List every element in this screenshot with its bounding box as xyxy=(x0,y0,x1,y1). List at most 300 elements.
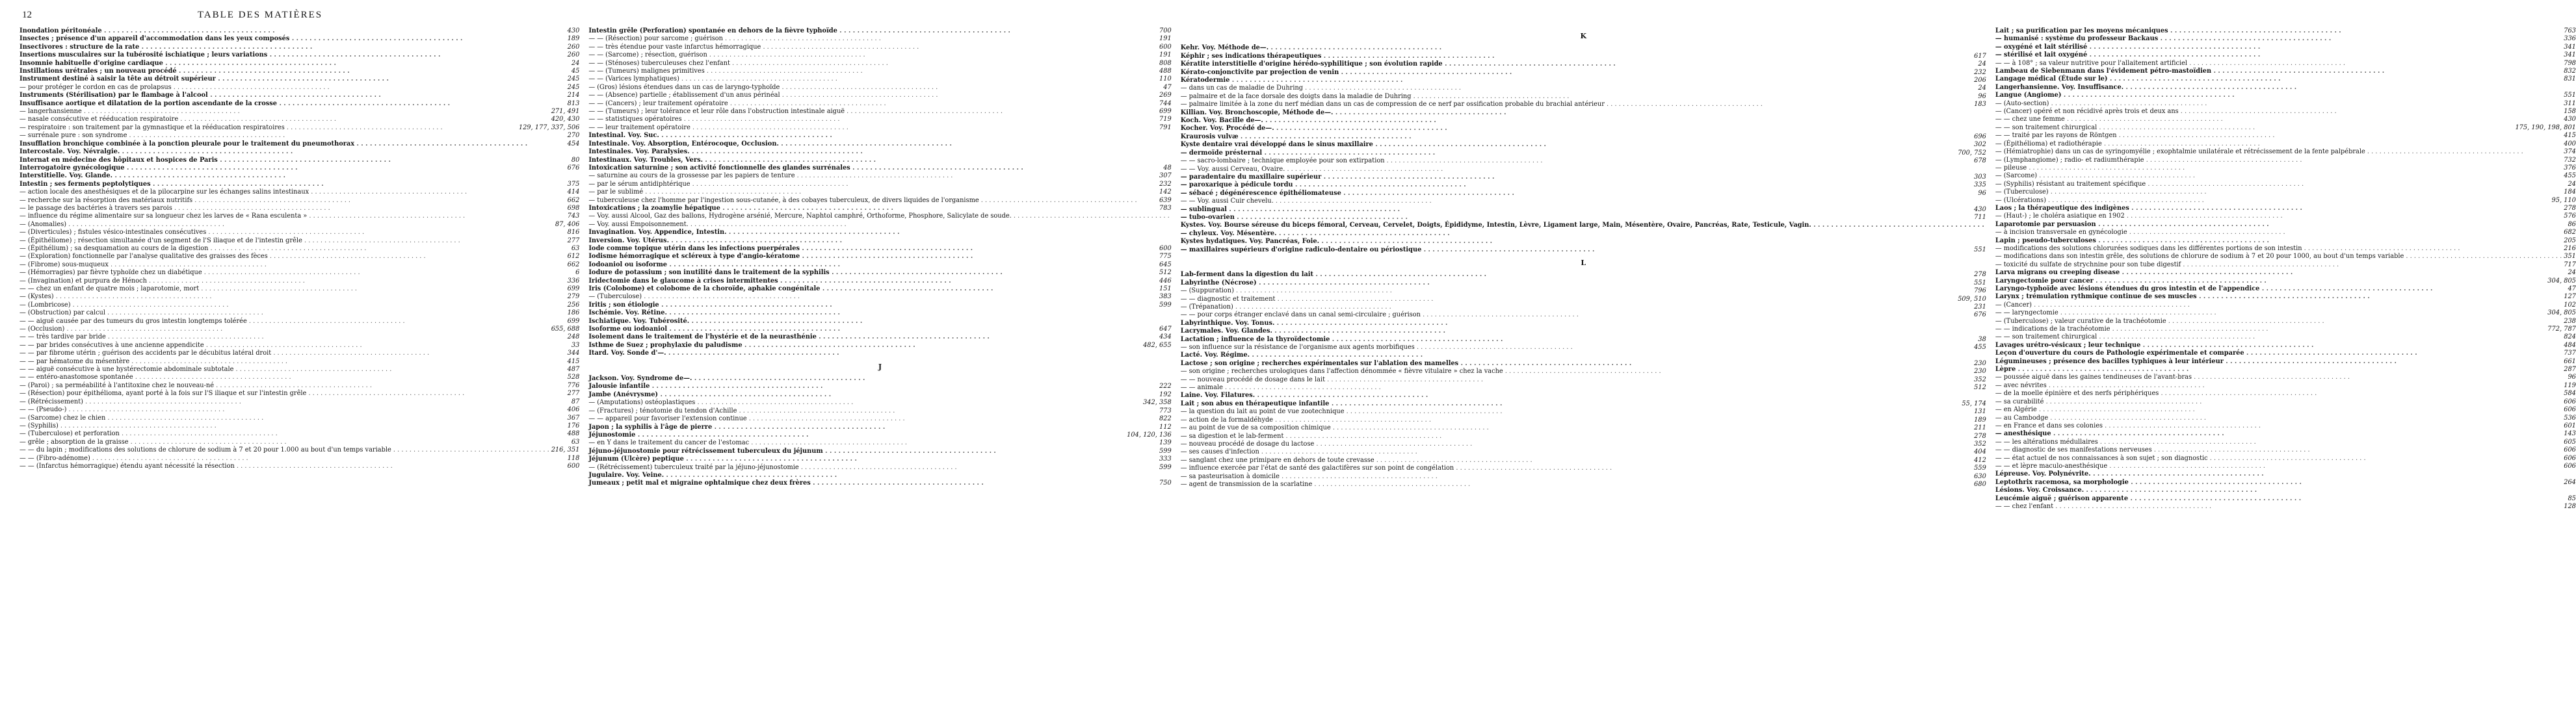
index-entry xyxy=(1995,35,2576,43)
index-entry-page: 717 xyxy=(2564,261,2576,268)
index-entry xyxy=(1995,132,2576,140)
index-entry xyxy=(588,455,1171,463)
index-entry-page: 680 xyxy=(1974,480,1986,488)
index-entry xyxy=(1995,503,2576,511)
index-entry-term: — influence du régime alimentaire sur sa longueur chez les larves de « Rana esculenta » . . . xyxy=(20,212,566,220)
index-entry xyxy=(1995,27,2576,35)
index-entry xyxy=(1995,318,2576,326)
index-entry xyxy=(1995,205,2576,212)
index-entry xyxy=(20,197,579,205)
index-entry-page: 599 xyxy=(1159,463,1172,471)
index-entry-page: 48 xyxy=(1163,164,1172,172)
index-entry-term: — (Anomalies) . . . xyxy=(20,221,553,229)
index-entry-term: Iodoaniol ou isoforme . . . xyxy=(588,261,1157,269)
index-entry-page: 230 xyxy=(1974,359,1986,367)
index-entry-page: 277 xyxy=(567,390,580,398)
index-entry-page: 230 xyxy=(1974,368,1986,376)
index-entry-page: 699 xyxy=(567,317,580,325)
index-entry-term: — (Hémorragies) par fièvre typhoïde chez un diabétique . . . xyxy=(20,269,573,277)
index-entry xyxy=(588,108,1171,116)
index-entry-term: — — sacro-lombaire ; technique employée pour son extirpation . . . xyxy=(1181,157,1972,165)
index-entry-term: — — (Varices lymphatiques) . . . xyxy=(588,75,1157,83)
index-entry xyxy=(20,181,579,188)
index-entry-term: — (Tuberculose) . . . xyxy=(1995,188,2562,196)
index-entry xyxy=(588,261,1171,269)
index-entry-term: Insertions musculaires sur la tubérosité ischiatique ; leurs variations . . . xyxy=(20,51,566,59)
index-entry-term: Lésions. Voy. Croissance. . . . xyxy=(1995,487,2574,494)
index-entry xyxy=(1181,473,1986,481)
index-entry xyxy=(588,309,1171,317)
index-entry xyxy=(588,342,1171,350)
index-entry-page: 336 xyxy=(2564,35,2576,43)
index-entry-term: Kocher. Voy. Procédé de—. . . . xyxy=(1181,125,1984,133)
index-entry xyxy=(1995,398,2576,406)
index-entry xyxy=(20,318,579,326)
index-entry-term: Kraurosis vulvæ . . . xyxy=(1181,133,1972,141)
index-entry xyxy=(1181,173,1986,181)
index-entry xyxy=(20,84,579,92)
index-entry-term: — au Cambodge . . . xyxy=(1995,415,2562,422)
index-entry-term: Killian. Voy. Bronchoscopie, Méthode de—. . . . xyxy=(1181,109,1984,117)
index-entry-term: — — entéro-anastomose spontanée . . . xyxy=(20,374,566,381)
index-entry-term: — modifications des solutions chlorurées sodiques dans les différentes portions de son intestin . . . xyxy=(1995,245,2562,253)
index-entry xyxy=(1181,214,1986,222)
index-entry-page: 279 xyxy=(567,293,580,301)
index-entry-page: 205 xyxy=(2564,236,2576,244)
index-entry-page: 192 xyxy=(1159,390,1172,398)
index-entry xyxy=(1181,109,1986,117)
index-entry xyxy=(20,415,579,422)
index-entry-term: — — (Fibro-adénome) . . . xyxy=(20,455,566,463)
index-entry xyxy=(588,407,1171,415)
index-entry xyxy=(1995,229,2576,236)
index-entry-term: — grêle ; absorption de la graisse . . . xyxy=(20,439,570,446)
index-entry-page: 45 xyxy=(571,68,580,75)
index-entry-page: 711 xyxy=(1974,213,1986,221)
index-entry-page: 112 xyxy=(1159,423,1172,431)
index-entry-term: — (Obstruction) par calcul . . . xyxy=(20,309,566,317)
index-entry-page: 33 xyxy=(571,341,580,349)
index-entry-page: 375 xyxy=(567,180,580,188)
index-entry xyxy=(1181,368,1986,376)
index-entry-page: 86 xyxy=(2568,220,2576,228)
index-entry xyxy=(1181,320,1986,327)
index-entry-page: 110 xyxy=(1159,75,1172,83)
index-entry-page: 808 xyxy=(1159,59,1172,67)
index-entry xyxy=(20,237,579,245)
index-entry xyxy=(1995,197,2576,205)
index-entry xyxy=(20,398,579,406)
index-entry-page: 222 xyxy=(1159,383,1172,390)
index-entry xyxy=(1995,100,2576,108)
index-entry-term: — humanisé : système du professeur Backaus . . . xyxy=(1995,35,2562,43)
index-entry xyxy=(1181,125,1986,133)
index-entry-term: Iris (Colobome) et colobome de la choroïde, aphakie congénitale . . . xyxy=(588,285,1157,293)
index-entry-term: Internat en médecine des hôpitaux et hospices de Paris . . . xyxy=(20,157,570,164)
section-letter: J xyxy=(878,362,882,371)
index-entry-term: — — diagnostic et traitement . . . xyxy=(1181,296,1956,303)
index-entry-page: 303 xyxy=(1974,173,1986,181)
index-entry-term: Japon ; la syphilis à l'âge de pierre . . . xyxy=(588,424,1157,431)
index-entry-page: 47 xyxy=(2568,285,2576,292)
index-entry-term: — (Syphilis) résistant au traitement spécifique . . . xyxy=(1995,181,2566,188)
index-entry-term: — à incision transversale en gynécologie . . . xyxy=(1995,229,2562,236)
index-entry xyxy=(20,116,579,123)
index-entry xyxy=(1995,51,2576,59)
index-entry xyxy=(588,124,1171,132)
index-entry-page: 676 xyxy=(1974,311,1986,319)
index-entry-page: 599 xyxy=(1159,447,1172,455)
index-entry xyxy=(588,375,1171,383)
index-entry xyxy=(1181,336,1986,344)
index-entry-page: 645 xyxy=(1159,261,1172,268)
index-entry-term: — — (Tumeurs) ; leur tolérance et leur rôle dans l'obstruction intestinale aiguë . . . xyxy=(588,108,1157,116)
index-entry-term: Intercostale. Voy. Névralgie. . . . xyxy=(20,148,577,156)
index-entry-term: Ischémie. Voy. Rétine. . . . xyxy=(588,309,1169,317)
index-entry-term: — — et lèpre maculo-anesthésique . . . xyxy=(1995,463,2562,470)
index-entry-term: Laos ; la thérapeutique des indigènes . . . xyxy=(1995,205,2562,212)
index-entry-term: — toxicité du sulfate de strychnine pour son tube digestif . . . xyxy=(1995,261,2562,269)
index-entry-term: — — par brides consécutives à une ancienne appendicite . . . xyxy=(20,342,570,350)
index-entry xyxy=(1995,293,2576,301)
index-entry xyxy=(1995,495,2576,503)
index-entry xyxy=(1181,77,1986,84)
index-entry-page: 430 xyxy=(2564,116,2576,123)
index-entry-page: 376 xyxy=(2564,164,2576,172)
index-entry-page: 455 xyxy=(1974,344,1986,352)
index-entry-term: — (Amputations) ostéoplastiques . . . xyxy=(588,399,1141,407)
index-entry xyxy=(20,390,579,398)
index-entry xyxy=(20,68,579,75)
index-entry-term: — avec névrites . . . xyxy=(1995,382,2562,390)
index-entry xyxy=(1181,133,1986,141)
index-entry-term: Kystes hydatiques. Voy. Pancréas, Foie. . . . xyxy=(1181,238,1984,246)
index-entry-term: — — pour corps étranger enclavé dans un canal semi-circulaire ; guérison . . . xyxy=(1181,311,1972,319)
index-entry xyxy=(588,157,1171,164)
index-entry xyxy=(1181,271,1986,279)
index-entry xyxy=(588,100,1171,108)
index-entry-page: 415 xyxy=(567,357,580,365)
index-entry-page: 661 xyxy=(2564,357,2576,365)
running-head: TABLE DES MATIÈRES xyxy=(197,10,323,20)
index-entry-page: 406 xyxy=(567,406,580,414)
index-entry-term: Ischiatique. Voy. Tubérosité. . . . xyxy=(588,318,1169,326)
index-entry xyxy=(588,60,1171,68)
index-entry-term: — en Algérie . . . xyxy=(1995,406,2562,414)
index-entry xyxy=(1995,309,2576,317)
index-entry-page: 304, 805 xyxy=(2547,309,2576,317)
index-entry-term: — (Kystes) . . . xyxy=(20,293,566,301)
index-entry xyxy=(1181,181,1986,189)
index-entry xyxy=(588,431,1171,439)
index-entry-term: — (Invagination) et purpura de Hénoch . . . xyxy=(20,277,566,285)
index-columns xyxy=(20,27,2576,697)
index-entry-page: 831 xyxy=(2564,75,2576,83)
index-entry-page: 775 xyxy=(1159,253,1172,261)
index-entry-term: Légumineuses ; présence des bacilles typhiques à leur intérieur . . . xyxy=(1995,358,2562,366)
index-entry-term: — paroxarique à pédicule tordu . . . xyxy=(1181,181,1972,189)
index-entry xyxy=(588,269,1171,277)
index-entry xyxy=(1995,479,2576,487)
index-entry-term: — — nouveau procédé de dosage dans le lait . . . xyxy=(1181,376,1972,384)
index-entry-term: Leucémie aiguë ; guérison apparente . . . xyxy=(1995,495,2566,503)
index-entry-term: Lapin ; pseudo-tuberculoses . . . xyxy=(1995,237,2562,245)
index-entry xyxy=(20,188,579,196)
index-entry-term: Larynx ; trémulation rythmique continue de ses muscles . . . xyxy=(1995,293,2562,301)
index-entry-term: — — (Sténoses) tuberculeuses chez l'enfant . . . xyxy=(588,60,1157,68)
index-entry-term: Lactation ; influence de la thyroïdectomie . . . xyxy=(1181,336,1977,344)
index-entry-term: — — laryngectomie . . . xyxy=(1995,309,2545,317)
index-entry xyxy=(20,382,579,390)
index-entry xyxy=(1995,164,2576,172)
index-entry xyxy=(1181,392,1986,400)
index-entry-term: — pour protéger le cordon en cas de prolapsus . . . xyxy=(20,84,566,92)
index-entry-page: 184 xyxy=(2564,188,2576,196)
index-entry xyxy=(1995,326,2576,333)
index-entry-page: 832 xyxy=(2564,68,2576,75)
index-entry-page: 352 xyxy=(1974,440,1986,448)
index-entry-page: 791 xyxy=(1159,123,1172,131)
index-entry-page: 512 xyxy=(1159,269,1172,277)
index-entry-term: — par le sérum antidiphtérique . . . xyxy=(588,181,1157,188)
index-entry xyxy=(20,245,579,253)
index-entry xyxy=(1995,68,2576,75)
index-entry xyxy=(588,205,1171,212)
index-entry-page: 341 xyxy=(2564,51,2576,59)
index-entry xyxy=(20,172,579,180)
index-entry-term: Kyste dentaire vrai développé dans le sinus maxillaire . . . xyxy=(1181,141,1972,149)
index-entry-page: 311 xyxy=(2564,99,2576,107)
index-entry xyxy=(588,84,1171,92)
index-entry-term: — en France et dans ses colonies . . . xyxy=(1995,422,2562,430)
index-entry xyxy=(20,140,579,148)
index-entry-term: — influence exercée par l'état de santé des galactifères sur son point de congélation . . . xyxy=(1181,465,1972,472)
index-entry xyxy=(588,27,1171,35)
index-entry xyxy=(588,253,1171,261)
index-entry-term: — (Auto-section) . . . xyxy=(1995,100,2562,108)
index-entry-term: Instruments (Stérilisation) par le flambage à l'alcool . . . xyxy=(20,92,566,99)
index-entry-page: 600 xyxy=(567,462,580,470)
index-entry xyxy=(20,229,579,236)
index-entry-term: — son origine ; recherches urologiques dans l'affection dénommée « fièvre vitulaire » chez la vache . . . xyxy=(1181,368,1972,376)
index-entry-page: 750 xyxy=(1159,479,1172,487)
index-entry-page: 131 xyxy=(1974,408,1986,416)
index-entry xyxy=(1995,277,2576,285)
index-entry-term: Laine. Voy. Filatures. . . . xyxy=(1181,392,1984,400)
index-entry-page: 277 xyxy=(567,236,580,244)
index-entry xyxy=(1995,60,2576,68)
index-entry-term: — nasale consécutive et rééducation respiratoire . . . xyxy=(20,116,549,123)
index-entry-term: Kehr. Voy. Méthode de—. . . . xyxy=(1181,44,1984,52)
index-entry-page: 454 xyxy=(567,140,580,147)
index-entry xyxy=(588,350,1171,357)
index-entry-page: 128 xyxy=(2564,502,2576,510)
index-entry xyxy=(1181,206,1986,214)
index-entry xyxy=(1181,117,1986,125)
index-entry-term: — (Résection) pour épithélioma, ayant porté à la fois sur l'S iliaque et sur l'intestin grêle . . . xyxy=(20,390,566,398)
index-entry-term: — (Ulcérations) . . . xyxy=(1995,197,2550,205)
index-entry-page: 400 xyxy=(2564,140,2576,147)
index-entry-page: 96 xyxy=(2568,374,2576,381)
index-entry-page: 191 xyxy=(1159,51,1172,59)
index-entry xyxy=(20,406,579,414)
index-entry-term: Interrogatoire gynécologique . . . xyxy=(20,164,566,172)
index-entry-term: Invagination. Voy. Appendice, Intestin. . . . xyxy=(588,229,1169,236)
index-entry-page: 412 xyxy=(1974,456,1986,464)
index-entry xyxy=(588,301,1171,309)
index-entry-page: 430 xyxy=(1974,205,1986,213)
index-entry-page: 420, 430 xyxy=(551,116,580,123)
index-entry-term: Leçon d'ouverture du cours de Pathologie expérimentale et comparée . . . xyxy=(1995,350,2562,357)
index-entry-page: 278 xyxy=(2564,204,2576,212)
index-entry-page: 270 xyxy=(567,132,580,140)
index-column-1 xyxy=(20,27,579,697)
index-entry-page: 336 xyxy=(567,277,580,285)
index-entry-page: 606 xyxy=(2564,446,2576,454)
index-entry-term: — respiratoire : son traitement par la gymnastique et la rééducation respiratoires . . . xyxy=(20,124,517,132)
index-entry xyxy=(1995,124,2576,132)
index-entry-term: Isoforme ou iodoaniol . . . xyxy=(588,326,1157,333)
index-entry-term: Lactose ; son origine ; recherches expérimentales sur l'ablation des mamelles . . . xyxy=(1181,360,1972,368)
index-entry-page: 576 xyxy=(2564,212,2576,220)
index-entry-term: Kératodermie . . . xyxy=(1181,77,1972,84)
index-entry-term: Jugulaire. Voy. Veine. . . . xyxy=(588,472,1169,479)
index-entry-term: Instrument destiné à saisir la tête au détroit supérieur . . . xyxy=(20,75,566,83)
index-entry-page: 63 xyxy=(571,244,580,252)
index-entry xyxy=(1181,344,1986,352)
index-entry-term: Kérato-conjonctivite par projection de venin . . . xyxy=(1181,69,1972,77)
index-entry-term: Labyrinthe (Nécrose) . . . xyxy=(1181,279,1972,287)
index-entry xyxy=(1181,198,1986,205)
index-entry xyxy=(1995,446,2576,454)
index-entry-term: — agent de transmission de la scarlatine . . . xyxy=(1181,481,1972,489)
index-entry-page: 264 xyxy=(2564,478,2576,486)
index-entry-page: 678 xyxy=(1974,157,1986,165)
index-entry xyxy=(588,197,1171,205)
index-entry xyxy=(588,35,1171,43)
index-entry-term: — (Fibrome) sous-muqueux . . . xyxy=(20,261,566,269)
index-entry xyxy=(1181,448,1986,456)
index-entry xyxy=(1181,424,1986,432)
index-entry-page: 118 xyxy=(567,454,580,462)
index-entry xyxy=(588,472,1171,479)
index-entry-page: 238 xyxy=(2564,317,2576,325)
index-entry xyxy=(588,333,1171,341)
index-entry-term: — (Rétrécissement) tuberculeux traité par la jéjuno-jéjunostomie . . . xyxy=(588,464,1157,472)
index-entry xyxy=(1181,352,1986,359)
index-entry-term: — sa pasteurisation à domicile . . . xyxy=(1181,473,1972,481)
index-entry xyxy=(588,140,1171,148)
index-entry-page: 639 xyxy=(1159,196,1172,204)
index-entry-term: Langerhansienne. Voy. Insuffisance. . . . xyxy=(1995,84,2574,92)
index-entry-term: — langerhansienne . . . xyxy=(20,108,549,116)
index-entry-term: Iodure de potassium ; son inutilité dans le traitement de la syphilis . . . xyxy=(588,269,1157,277)
index-entry-term: — — traité par les rayons de Röntgen . . . xyxy=(1995,132,2562,140)
index-entry-term: Képhir ; ses indications thérapeutiques . . . xyxy=(1181,53,1972,60)
index-entry-page: 129, 177, 337, 506 xyxy=(518,123,580,131)
index-entry xyxy=(20,366,579,374)
index-entry-page: 559 xyxy=(1974,465,1986,472)
index-entry-page: 142 xyxy=(1159,188,1172,196)
index-column-3 xyxy=(1181,27,1986,697)
index-entry-page: 601 xyxy=(2564,422,2576,429)
index-entry-term: — Voy. aussi Empoisonnement. . . . xyxy=(588,221,1169,229)
index-entry-page: 484 xyxy=(2564,341,2576,349)
index-entry-term: — surrénale pure : son syndrome . . . xyxy=(20,132,566,140)
index-entry-term: Iridectomie dans le glaucome à crises intermittentes . . . xyxy=(588,277,1157,285)
index-entry-term: — (Sarcome) chez le chien . . . xyxy=(20,415,566,422)
index-entry xyxy=(20,108,579,116)
index-entry-term: — maxillaires supérieurs d'origine radiculo-dentaire ou périostique . . . xyxy=(1181,246,1972,254)
index-entry-term: Inversion. Voy. Utérus. . . . xyxy=(588,237,1169,245)
index-entry-page: 662 xyxy=(567,196,580,204)
index-entry xyxy=(1181,441,1986,448)
index-entry-page: 600 xyxy=(1159,244,1172,252)
index-entry-page: 278 xyxy=(1974,271,1986,279)
index-entry-page: 509, 510 xyxy=(1958,295,1986,303)
index-entry-page: 119 xyxy=(2564,381,2576,389)
index-entry-term: — saturnine au cours de la grossesse par les papiers de tenture . . . xyxy=(588,172,1157,180)
index-entry-page: 6 xyxy=(575,269,580,277)
index-entry-term: — oxygéné et lait stérilisé . . . xyxy=(1995,44,2562,51)
index-entry xyxy=(20,277,579,285)
section-letter: K xyxy=(1580,32,1587,40)
index-entry-page: 816 xyxy=(567,229,580,236)
index-entry xyxy=(20,293,579,301)
index-entry-term: Itard. Voy. Sonde d'—. . . . xyxy=(588,350,1169,357)
index-entry xyxy=(1995,422,2576,430)
index-entry xyxy=(20,164,579,172)
index-entry-page: 175, 190, 198, 801 xyxy=(2515,123,2576,131)
index-entry xyxy=(1995,253,2576,261)
index-entry-term: — recherche sur la résorption des matériaux nutritifs . . . xyxy=(20,197,566,205)
index-entry xyxy=(20,350,579,357)
index-entry xyxy=(588,51,1171,59)
index-entry xyxy=(1181,157,1986,165)
index-entry-term: — — très tardive par bride . . . xyxy=(20,333,566,341)
index-entry-term: — — Voy. aussi Cerveau, Ovaire. . . . xyxy=(1181,166,1984,173)
index-entry xyxy=(1181,69,1986,77)
index-entry-page: 176 xyxy=(567,422,580,429)
index-entry-page: 599 xyxy=(1159,301,1172,309)
index-entry-page: 351 xyxy=(2564,253,2576,261)
index-entry-term: — — chez un enfant de quatre mois ; laparotomie, mort . . . xyxy=(20,285,566,293)
index-entry-term: — pileuse . . . xyxy=(1995,164,2562,172)
index-entry-term: — (Sarcome) . . . xyxy=(1995,172,2562,180)
index-entry-term: — (Trépanation) . . . xyxy=(1181,303,1972,311)
index-entry-page: 245 xyxy=(567,75,580,83)
index-entry xyxy=(20,269,579,277)
index-entry-term: — — (Infarctus hémorragique) étendu ayant nécessité la résection . . . xyxy=(20,463,566,470)
index-entry-page: 191 xyxy=(1159,35,1172,43)
index-entry-term: Lacté. Voy. Régime. . . . xyxy=(1181,352,1984,359)
index-entry-page: 482, 655 xyxy=(1143,341,1172,349)
index-entry-term: Lèpre . . . xyxy=(1995,366,2562,374)
index-entry-term: — — animale . . . xyxy=(1181,384,1972,392)
index-entry-term: — — aiguë consécutive à une hystérectomie abdominale subtotale . . . xyxy=(20,366,566,374)
index-entry-page: 260 xyxy=(567,43,580,51)
index-entry-page: 434 xyxy=(1159,333,1172,341)
index-entry-page: 24 xyxy=(571,59,580,67)
index-entry xyxy=(1995,245,2576,253)
index-entry-term: Larva migrans ou creeping disease . . . xyxy=(1995,269,2566,277)
index-entry xyxy=(20,124,579,132)
index-entry-term: Insufflation bronchique combinée à la ponction pleurale pour le traitement du pneumothorax . . . xyxy=(20,140,566,148)
index-entry xyxy=(20,132,579,140)
index-entry-page: 335 xyxy=(1974,181,1986,189)
index-entry-page: 158 xyxy=(2564,108,2576,116)
index-entry xyxy=(1995,415,2576,422)
